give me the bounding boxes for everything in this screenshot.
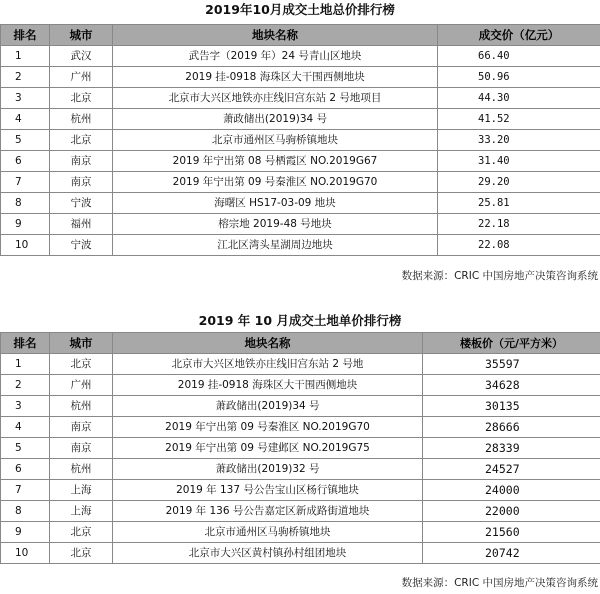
land-name-cell: 2019 年宁出第 09 号建邺区 NO.2019G75	[113, 438, 423, 459]
rank-cell: 6	[1, 459, 50, 480]
city-cell: 广州	[50, 375, 113, 396]
data-source-note: 数据来源：CRIC 中国房地产决策咨询系统	[401, 270, 598, 282]
table-row	[1, 67, 600, 88]
land-name-cell: 2019 年宁出第 09 号秦淮区 NO.2019G70	[113, 417, 423, 438]
data-source-note: 数据来源：CRIC 中国房地产决策咨询系统	[401, 577, 598, 589]
table-row	[1, 151, 600, 172]
rank-cell: 2	[1, 375, 50, 396]
land-name-cell: 北京市通州区马驹桥镇地块	[113, 130, 438, 151]
value-cell: 50.96	[438, 67, 600, 88]
land-name-header: 地块名称	[113, 25, 438, 46]
value-cell: 24527	[423, 459, 600, 480]
city-header: 城市	[50, 333, 113, 354]
rank-cell: 3	[1, 88, 50, 109]
city-cell: 杭州	[50, 109, 113, 130]
rank-cell: 8	[1, 501, 50, 522]
land-name-cell: 萧政储出(2019)32 号	[113, 459, 423, 480]
city-cell: 南京	[50, 172, 113, 193]
city-cell: 杭州	[50, 459, 113, 480]
city-cell: 北京	[50, 354, 113, 375]
value-cell: 33.20	[438, 130, 600, 151]
value-cell: 29.20	[438, 172, 600, 193]
land-name-cell: 2019 年宁出第 09 号秦淮区 NO.2019G70	[113, 172, 438, 193]
rank-cell: 7	[1, 480, 50, 501]
value-cell: 24000	[423, 480, 600, 501]
floor-price-header: 楼板价（元/平方米）	[423, 333, 600, 354]
value-cell: 31.40	[438, 151, 600, 172]
rank-cell: 9	[1, 214, 50, 235]
rank-cell: 2	[1, 67, 50, 88]
land-name-cell: 北京市通州区马驹桥镇地块	[113, 522, 423, 543]
land-name-cell: 2019 年 137 号公告宝山区杨行镇地块	[113, 480, 423, 501]
value-cell: 22.08	[438, 235, 600, 256]
table-row	[1, 88, 600, 109]
land-name-cell: 2019 年宁出第 08 号栖霞区 NO.2019G67	[113, 151, 438, 172]
land-name-header: 地块名称	[113, 333, 423, 354]
table-row	[1, 501, 600, 522]
rank-cell: 3	[1, 396, 50, 417]
table-row	[1, 396, 600, 417]
land-name-cell: 海曙区 HS17-03-09 地块	[113, 193, 438, 214]
city-cell: 南京	[50, 438, 113, 459]
city-cell: 南京	[50, 151, 113, 172]
city-cell: 宁波	[50, 235, 113, 256]
rank-cell: 10	[1, 235, 50, 256]
value-cell: 21560	[423, 522, 600, 543]
city-cell: 北京	[50, 522, 113, 543]
table-row	[1, 522, 600, 543]
city-cell: 武汉	[50, 46, 113, 67]
land-name-cell: 榕宗地 2019-48 号地块	[113, 214, 438, 235]
rank-cell: 4	[1, 417, 50, 438]
land-name-cell: 武告字（2019 年）24 号青山区地块	[113, 46, 438, 67]
value-cell: 20742	[423, 543, 600, 564]
city-cell: 杭州	[50, 396, 113, 417]
value-cell: 22000	[423, 501, 600, 522]
city-cell: 北京	[50, 130, 113, 151]
table-row	[1, 459, 600, 480]
value-cell: 30135	[423, 396, 600, 417]
table-row	[1, 354, 600, 375]
table-row	[1, 214, 600, 235]
rank-cell: 5	[1, 130, 50, 151]
table-row	[1, 438, 600, 459]
rank-cell: 10	[1, 543, 50, 564]
value-cell: 22.18	[438, 214, 600, 235]
city-cell: 南京	[50, 417, 113, 438]
land-name-cell: 江北区湾头星湖周边地块	[113, 235, 438, 256]
rank-cell: 5	[1, 438, 50, 459]
unit-price-ranking-title: 2019 年 10 月成交土地单价排行榜	[198, 313, 402, 328]
land-name-cell: 萧政储出(2019)34 号	[113, 396, 423, 417]
rank-cell: 1	[1, 46, 50, 67]
value-cell: 34628	[423, 375, 600, 396]
value-cell: 25.81	[438, 193, 600, 214]
rank-cell: 7	[1, 172, 50, 193]
table-row	[1, 193, 600, 214]
unit-price-ranking-table	[0, 332, 600, 564]
rank-cell: 9	[1, 522, 50, 543]
table-header-row	[1, 25, 600, 46]
value-cell: 35597	[423, 354, 600, 375]
value-cell: 44.30	[438, 88, 600, 109]
city-cell: 上海	[50, 501, 113, 522]
land-name-cell: 萧政储出(2019)34 号	[113, 109, 438, 130]
price-header: 成交价（亿元）	[438, 25, 600, 46]
value-cell: 41.52	[438, 109, 600, 130]
land-name-cell: 2019 挂-0918 海珠区大干围西侧地块	[113, 375, 423, 396]
land-name-cell: 2019 年 136 号公告嘉定区新成路街道地块	[113, 501, 423, 522]
rank-cell: 4	[1, 109, 50, 130]
land-name-cell: 北京市大兴区地铁亦庄线旧宫东站 2 号地	[113, 354, 423, 375]
land-name-cell: 2019 挂-0918 海珠区大干围西侧地块	[113, 67, 438, 88]
value-cell: 28339	[423, 438, 600, 459]
city-cell: 北京	[50, 88, 113, 109]
city-cell: 上海	[50, 480, 113, 501]
rank-cell: 6	[1, 151, 50, 172]
rank-cell: 1	[1, 354, 50, 375]
rank-header: 排名	[1, 333, 50, 354]
table-row	[1, 543, 600, 564]
land-name-cell: 北京市大兴区地铁亦庄线旧宫东站 2 号地项目	[113, 88, 438, 109]
city-header: 城市	[50, 25, 113, 46]
rank-cell: 8	[1, 193, 50, 214]
land-name-cell: 北京市大兴区黄村镇孙村组团地块	[113, 543, 423, 564]
table-header-row	[1, 333, 600, 354]
table-row	[1, 480, 600, 501]
total-price-ranking-table	[0, 24, 600, 256]
table-row	[1, 109, 600, 130]
city-cell: 福州	[50, 214, 113, 235]
table-row	[1, 172, 600, 193]
rank-header: 排名	[1, 25, 50, 46]
table-row	[1, 130, 600, 151]
city-cell: 宁波	[50, 193, 113, 214]
table-row	[1, 46, 600, 67]
table-row	[1, 375, 600, 396]
table-row	[1, 235, 600, 256]
value-cell: 28666	[423, 417, 600, 438]
value-cell: 66.40	[438, 46, 600, 67]
total-price-ranking-title: 2019年10月成交土地总价排行榜	[205, 2, 395, 17]
table-row	[1, 417, 600, 438]
city-cell: 广州	[50, 67, 113, 88]
city-cell: 北京	[50, 543, 113, 564]
